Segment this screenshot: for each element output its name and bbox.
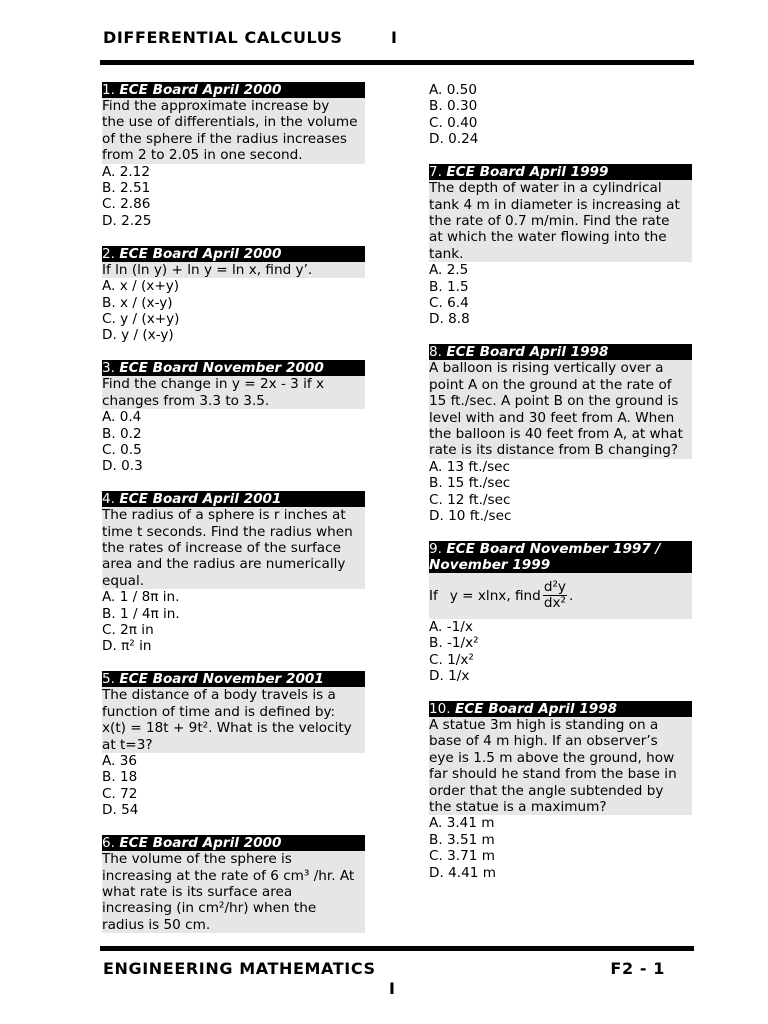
right-column (429, 82, 692, 898)
answer-option: C. y / (x+y) (102, 310, 180, 327)
question-number: 9. (429, 540, 442, 557)
question-header (102, 671, 365, 687)
stem-line: Find the approximate increase by (102, 98, 330, 114)
answer-option: B. 0.30 (429, 98, 478, 115)
question-stem (102, 687, 365, 753)
answer-option: A. x / (x+y) (102, 278, 180, 295)
stem-line: at which the water flowing into the (429, 229, 667, 246)
question-block (102, 671, 365, 818)
question-6-options-continued (429, 82, 692, 148)
answer-option: D. 54 (102, 802, 139, 819)
question-block (102, 360, 365, 474)
question-stem (429, 573, 692, 619)
answer-option: B. 18 (102, 769, 138, 786)
answer-option: A. -1/x (429, 618, 473, 635)
answer-option: D. π² in (102, 638, 152, 655)
answer-option: C. 0.5 (102, 441, 142, 458)
question-source: ECE Board April 2000 (119, 835, 282, 852)
stem-line: the use of differentials, in the volume (102, 114, 358, 131)
answer-option: D. y / (x-y) (102, 327, 174, 344)
question-number: 3. (102, 360, 115, 377)
answer-option: A. 2.12 (102, 163, 150, 180)
chapter-title: DIFFERENTIAL CALCULUS (103, 28, 343, 47)
stem-line: 15 ft./sec. A point B on the ground is (429, 393, 679, 410)
question-source: ECE Board April 2000 (119, 82, 282, 98)
question-stem (102, 851, 365, 933)
answer-option: A. 1 / 8π in. (102, 589, 180, 606)
question-header (429, 541, 692, 573)
question-number: 8. (429, 344, 442, 361)
answer-option: B. x / (x-y) (102, 294, 173, 311)
stem-line: tank. (429, 245, 464, 262)
stem-line: tank 4 m in diameter is increasing at (429, 196, 680, 213)
formula-expression: y = xlnx, find (449, 587, 541, 604)
answer-option: D. 2.25 (102, 212, 152, 229)
header-mark: I (391, 28, 398, 47)
stem-line: area and the radius are numerically (102, 556, 346, 573)
answer-option: C. 3.71 m (429, 848, 495, 865)
question-number: 4. (102, 491, 115, 508)
stem-line: the rate of 0.7 m/min. Find the rate (429, 212, 670, 229)
answer-option: B. 0.2 (102, 425, 142, 442)
answer-option: A. 2.5 (429, 262, 469, 279)
stem-line: time t seconds. Find the radius when (102, 523, 353, 540)
stem-line: far should he stand from the base in (429, 766, 677, 783)
question-source: ECE Board April 2000 (119, 245, 282, 262)
question-block (102, 82, 365, 229)
question-source: ECE Board November 1997 / (446, 540, 661, 557)
question-stem (429, 180, 692, 262)
formula-end: . (568, 587, 574, 604)
question-stem (102, 262, 365, 278)
question-source: ECE Board April 1999 (446, 164, 609, 181)
answer-option: A. 0.4 (102, 409, 142, 426)
stem-line: Find the change in y = 2x - 3 if x (102, 376, 325, 393)
answer-option: D. 1/x (429, 668, 470, 685)
question-header (429, 701, 692, 717)
question-source: ECE Board November 2000 (119, 360, 324, 377)
question-source: ECE Board April 1998 (446, 344, 609, 361)
question-source: November 1999 (429, 556, 551, 573)
stem-line: function of time and is defined by: (102, 703, 336, 720)
question-stem (102, 376, 365, 409)
answer-option: C. 6.4 (429, 294, 469, 311)
answer-option: B. 1.5 (429, 278, 469, 295)
question-source: ECE Board April 1998 (454, 700, 618, 717)
footer-rule (100, 946, 694, 951)
stem-line: The radius of a sphere is r inches at (102, 507, 346, 524)
stem-line: The depth of water in a cylindrical (429, 180, 662, 197)
stem-line: increasing (in cm²/hr) when the (102, 900, 317, 917)
answer-option: B. 1 / 4π in. (102, 605, 180, 622)
stem-line: A statue 3m high is standing on a (429, 716, 659, 733)
question-block (429, 541, 692, 685)
stem-line: increasing at the rate of 6 cm³ /hr. At (102, 867, 355, 884)
stem-line: If ln (ln y) + ln y = ln x, find y’. (102, 261, 313, 278)
answer-option: C. 2π in (102, 622, 154, 639)
stem-line: the rates of increase of the surface (102, 540, 341, 557)
question-number: 2. (102, 245, 115, 262)
question-header (102, 360, 365, 376)
stem-line: what rate is its surface area (102, 883, 293, 900)
answer-option: A. 0.50 (429, 82, 477, 98)
page-number: F2 - 1 (610, 959, 665, 978)
question-source: ECE Board November 2001 (119, 671, 324, 688)
answer-option: D. 0.3 (102, 458, 143, 475)
question-block (102, 246, 365, 344)
question-header (102, 491, 365, 507)
page-header (103, 28, 398, 47)
answer-option: C. 12 ft./sec (429, 491, 511, 508)
stem-line: the balloon is 40 feet from A, at what (429, 425, 683, 442)
question-block (429, 701, 692, 881)
header-rule (100, 60, 694, 65)
question-header (429, 344, 692, 360)
stem-line: point A on the ground at the rate of (429, 376, 672, 393)
question-block (102, 835, 365, 933)
stem-line: of the sphere if the radius increases (102, 130, 347, 147)
question-number: 10. (429, 700, 451, 717)
answer-option: B. 2.51 (102, 180, 151, 197)
answer-option: A. 3.41 m (429, 815, 495, 832)
question-number: 1. (102, 82, 115, 98)
fraction-numerator: d²y (543, 579, 566, 596)
question-stem (102, 98, 365, 164)
stem-line: A balloon is rising vertically over a (429, 360, 664, 377)
stem-line: equal. (102, 572, 145, 589)
stem-line: changes from 3.3 to 3.5. (102, 392, 270, 409)
formula-if: If (429, 587, 438, 604)
stem-line: base of 4 m high. If an observer’s (429, 733, 658, 750)
question-header (102, 835, 365, 851)
left-column (102, 82, 365, 950)
formula-fraction (543, 580, 567, 611)
answer-option: B. -1/x² (429, 635, 479, 652)
stem-line: level with and 30 feet from A. When (429, 409, 675, 426)
answer-option: D. 10 ft./sec (429, 507, 512, 524)
question-stem (102, 507, 365, 589)
answer-option: D. 8.8 (429, 311, 470, 328)
question-block (429, 164, 692, 328)
question-stem (429, 360, 692, 458)
fraction-denominator: dx² (543, 595, 566, 612)
stem-line: from 2 to 2.05 in one second. (102, 147, 303, 164)
question-number: 6. (102, 835, 115, 852)
answer-option: C. 1/x² (429, 651, 474, 668)
stem-line: The distance of a body travels is a (102, 687, 336, 704)
stem-line: order that the angle subtended by (429, 782, 664, 799)
answer-option: C. 2.86 (102, 196, 151, 213)
question-number: 7. (429, 164, 442, 181)
question-source: ECE Board April 2001 (119, 491, 282, 508)
stem-line: the statue is a maximum? (429, 799, 607, 815)
answer-option: D. 0.24 (429, 131, 479, 148)
question-header (102, 82, 365, 98)
stem-line: eye is 1.5 m above the ground, how (429, 749, 675, 766)
stem-line: The volume of the sphere is (102, 851, 292, 868)
stem-line: radius is 50 cm. (102, 916, 211, 933)
stem-line: at t=3? (102, 736, 153, 753)
answer-option: B. 15 ft./sec (429, 475, 511, 492)
answer-option: D. 4.41 m (429, 864, 496, 881)
answer-option: B. 3.51 m (429, 831, 495, 848)
question-stem (429, 717, 692, 815)
question-number: 5. (102, 671, 115, 688)
question-block (102, 491, 365, 655)
question-block (429, 344, 692, 524)
question-header (429, 164, 692, 180)
stem-line: rate is its distance from B changing? (429, 442, 679, 459)
answer-option: A. 13 ft./sec (429, 458, 511, 475)
answer-option: A. 36 (102, 753, 137, 769)
answer-option: C. 0.40 (429, 114, 478, 131)
stem-line: x(t) = 18t + 9t². What is the velocity (102, 720, 352, 737)
footer-mark: I (389, 979, 395, 998)
question-header (102, 246, 365, 262)
answer-option: C. 72 (102, 785, 138, 802)
footer-subject: ENGINEERING MATHEMATICS (103, 959, 376, 978)
